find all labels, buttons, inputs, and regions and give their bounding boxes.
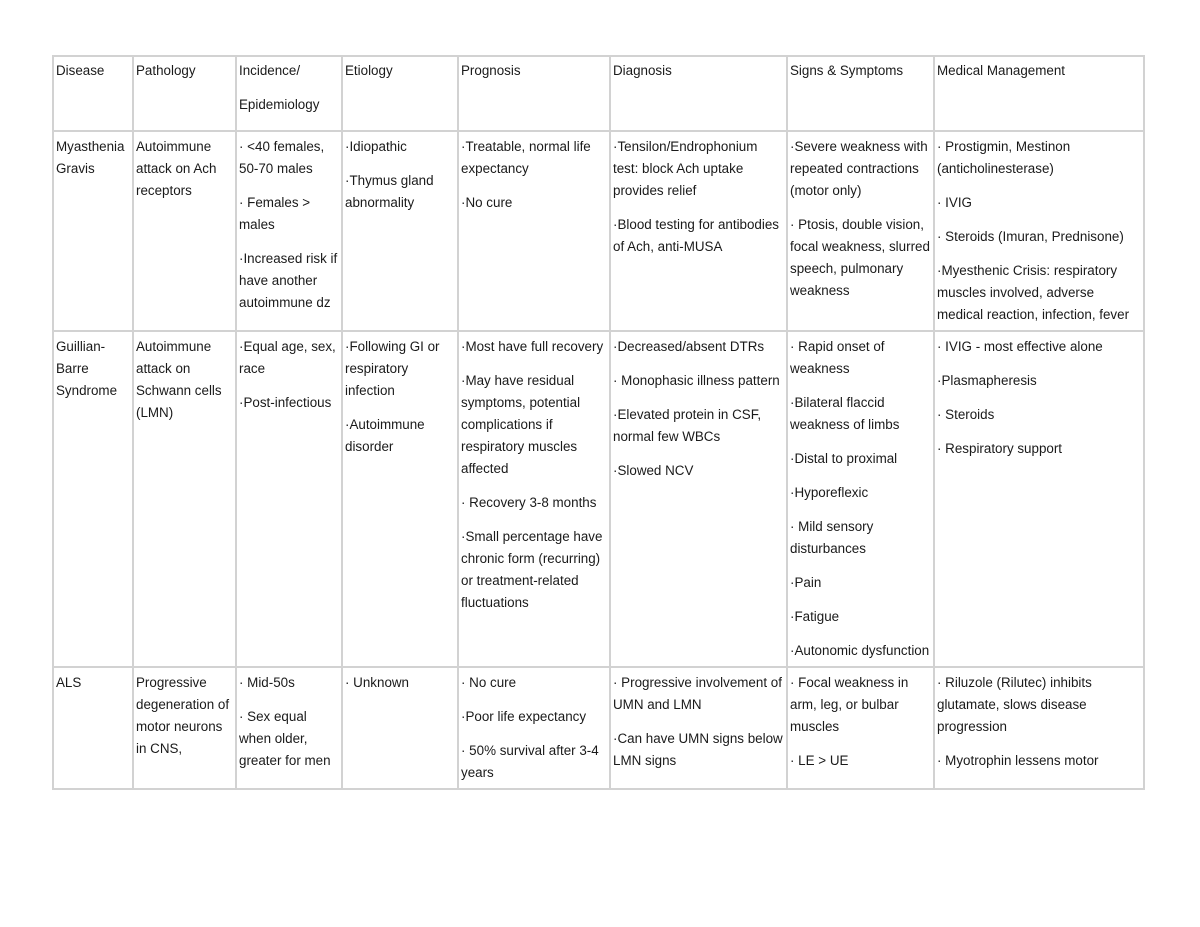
header-cell-incidence [236, 56, 342, 131]
header-label: Pathology [136, 63, 196, 78]
cell-medical-management [934, 667, 1144, 789]
cell-text: ·Slowed NCV [613, 463, 694, 478]
cell-text: ·Post-infectious [239, 395, 332, 410]
cell-text: · Mild sensory disturbances [790, 519, 874, 556]
cell-text: Autoimmune attack on Schwann cells (LMN) [136, 339, 222, 420]
cell-prognosis [458, 667, 610, 789]
header-cell-medical-management [934, 56, 1144, 131]
cell-text: · Unknown [345, 675, 410, 690]
header-cell-disease [53, 56, 133, 131]
cell-text: ·Decreased/absent DTRs [613, 339, 765, 354]
cell-text: ·Hyporeflexic [790, 485, 869, 500]
cell-text: · Prostigmin, Mestinon (anticholinesterase) [937, 139, 1071, 176]
header-cell-pathology [133, 56, 236, 131]
cell-text: ·Elevated protein in CSF, normal few WBCs [613, 407, 762, 444]
cell-text: · No cure [461, 675, 517, 690]
cell-pathology [133, 667, 236, 789]
cell-text: ·Can have UMN signs below LMN signs [613, 731, 783, 768]
header-label: Diagnosis [613, 63, 672, 78]
cell-prognosis [458, 131, 610, 331]
cell-text: · Recovery 3-8 months [461, 495, 597, 510]
cell-text: · Monophasic illness pattern [613, 373, 780, 388]
header-label: Incidence/ [239, 63, 301, 78]
cell-disease [53, 131, 133, 331]
cell-text: Myasthenia Gravis [56, 139, 125, 176]
cell-signs-symptoms [787, 331, 934, 667]
cell-medical-management [934, 331, 1144, 667]
table-row [53, 331, 1144, 667]
cell-etiology [342, 131, 458, 331]
cell-text: ·Autonomic dysfunction [790, 643, 930, 658]
cell-text: ·Tensilon/Endrophonium test: block Ach uptake provides relief [613, 139, 758, 198]
cell-text: · Mid-50s [239, 675, 295, 690]
cell-text: ·Bilateral flaccid weakness of limbs [790, 395, 900, 432]
cell-text: ·Equal age, sex, race [239, 339, 336, 376]
cell-etiology [342, 331, 458, 667]
cell-text: Progressive degeneration of motor neurons in CNS, [136, 675, 230, 756]
table-row [53, 131, 1144, 331]
header-cell-signs-symptoms [787, 56, 934, 131]
cell-text: ·No cure [461, 195, 513, 210]
cell-text: ·Blood testing for antibodies of Ach, anti-MUSA [613, 217, 779, 254]
header-label: Etiology [345, 63, 393, 78]
disease-comparison-table [52, 55, 1145, 790]
cell-text: ·Autoimmune disorder [345, 417, 425, 454]
cell-text: · <40 females, 50-70 males [239, 139, 325, 176]
cell-text: ·Plasmapheresis [937, 373, 1037, 388]
cell-text: Guillian-Barre Syndrome [56, 339, 118, 398]
cell-text: Autoimmune attack on Ach receptors [136, 139, 217, 198]
cell-text: · Riluzole (Rilutec) inhibits glutamate, slows disease progression [937, 675, 1092, 734]
cell-disease [53, 667, 133, 789]
cell-text: · Females > males [239, 195, 311, 232]
cell-text: ·Thymus gland abnormality [345, 173, 434, 210]
cell-text: · IVIG [937, 195, 972, 210]
cell-medical-management [934, 131, 1144, 331]
cell-text: · IVIG - most effective alone [937, 339, 1103, 354]
header-label: Medical Management [937, 63, 1066, 78]
cell-text: ·Following GI or respiratory infection [345, 339, 440, 398]
cell-text: · Myotrophin lessens motor [937, 753, 1099, 768]
cell-signs-symptoms [787, 667, 934, 789]
cell-text: · Steroids [937, 407, 995, 422]
cell-text: · 50% survival after 3-4 years [461, 743, 599, 780]
cell-diagnosis [610, 667, 787, 789]
cell-text: ALS [56, 675, 82, 690]
cell-text: ·Idiopathic [345, 139, 407, 154]
cell-incidence [236, 131, 342, 331]
cell-text: · Ptosis, double vision, focal weakness, slurred speech, pulmonary weakness [790, 217, 930, 298]
table-row [53, 667, 1144, 789]
cell-pathology [133, 331, 236, 667]
cell-incidence [236, 667, 342, 789]
cell-text: ·Myesthenic Crisis: respiratory muscles involved, adverse medical reaction, infection, fever [937, 263, 1130, 322]
cell-text: · Sex equal when older, greater for men [239, 709, 331, 768]
cell-text: ·Distal to proximal [790, 451, 898, 466]
cell-text: ·Severe weakness with repeated contractions (motor only) [790, 139, 928, 198]
cell-text: ·Treatable, normal life expectancy [461, 139, 591, 176]
table-header-row [53, 56, 1144, 131]
cell-text: ·Pain [790, 575, 822, 590]
cell-etiology [342, 667, 458, 789]
header-cell-etiology [342, 56, 458, 131]
cell-diagnosis [610, 331, 787, 667]
header-cell-prognosis [458, 56, 610, 131]
header-label: Disease [56, 63, 105, 78]
cell-text: ·Increased risk if have another autoimmune dz [239, 251, 338, 310]
cell-text: · Steroids (Imuran, Prednisone) [937, 229, 1124, 244]
cell-text: · Progressive involvement of UMN and LMN [613, 675, 782, 712]
cell-diagnosis [610, 131, 787, 331]
cell-text: ·Poor life expectancy [461, 709, 587, 724]
header-label: Prognosis [461, 63, 521, 78]
cell-signs-symptoms [787, 131, 934, 331]
cell-text: ·Most have full recovery [461, 339, 604, 354]
cell-text: ·Fatigue [790, 609, 840, 624]
cell-text: · Respiratory support [937, 441, 1063, 456]
cell-text: · Rapid onset of weakness [790, 339, 885, 376]
cell-text: ·May have residual symptoms, potential complications if respiratory muscles affected [461, 373, 581, 476]
cell-text: ·Small percentage have chronic form (recurring) or treatment-related fluctuations [461, 529, 603, 610]
cell-text: · Focal weakness in arm, leg, or bulbar muscles [790, 675, 909, 734]
cell-incidence [236, 331, 342, 667]
cell-pathology [133, 131, 236, 331]
header-cell-diagnosis [610, 56, 787, 131]
cell-prognosis [458, 331, 610, 667]
cell-text: · LE > UE [790, 753, 849, 768]
cell-disease [53, 331, 133, 667]
header-label: Epidemiology [239, 97, 320, 112]
header-label: Signs & Symptoms [790, 63, 904, 78]
